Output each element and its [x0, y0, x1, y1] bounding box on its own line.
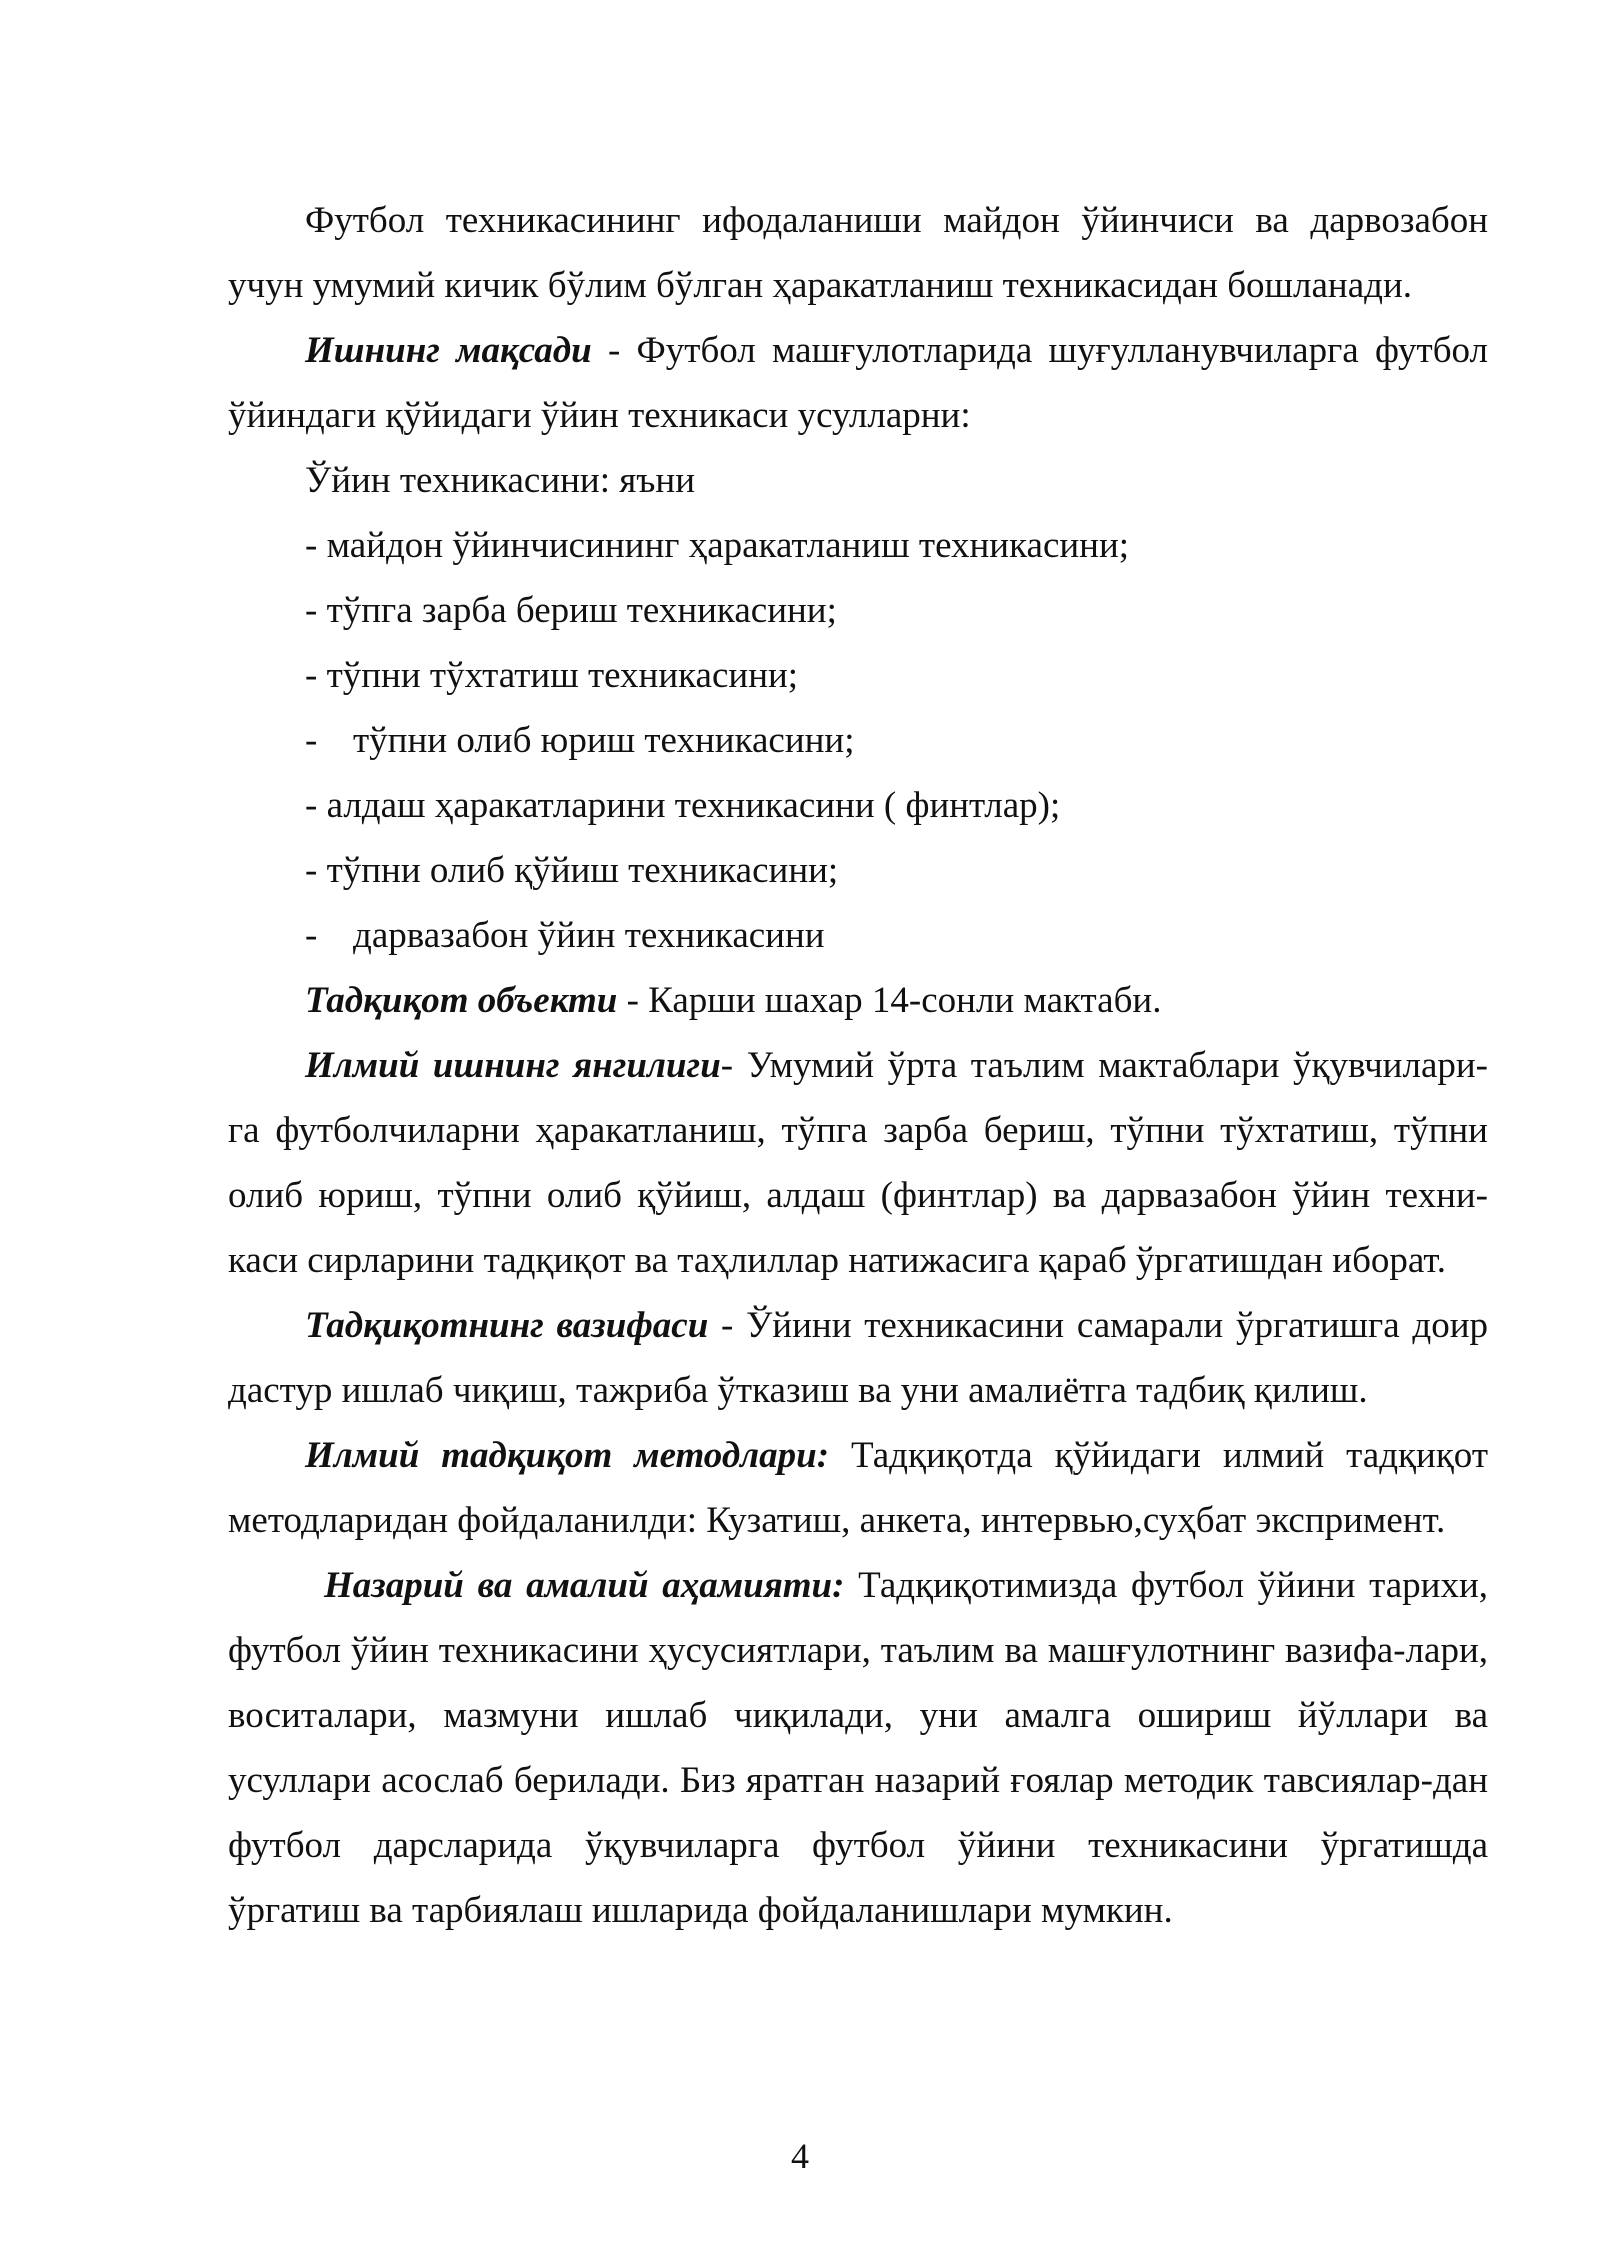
- task-term: Тадқиқотнинг вазифаси: [305, 1305, 709, 1346]
- novelty-term: Илмий ишнинг янгилиги: [305, 1045, 721, 1086]
- significance-term: Назарий ва амалий аҳамияти:: [324, 1565, 845, 1606]
- significance-text: Тадқиқотимизда футбол ўйини тарихи, футбол ўйин техникасини ҳусусиятлари, таълим ва машғулотнинг вазифа-лари, воситалари, мазмуни ишлаб чиқилади, уни амалга ошириш йўллари ва усуллари асослаб берилади. Биз яратган назарий ғоялар методик тавсиялар-дан футбол дарсларида ўқувчиларга футбол ўйини техникасини ўргатишда ўргатиш ва тарбиялаш ишларида фойдаланишлари мумкин.: [228, 1565, 1488, 1931]
- list-item: - майдон ўйинчисининг ҳаракатланиш техникасини;: [305, 525, 1130, 566]
- list-item: - тўпни олиб қўйиш техникасини;: [305, 850, 839, 891]
- list-dash: -: [305, 720, 318, 761]
- goal-paragraph: [228, 318, 1488, 448]
- list-item: - тўпга зарба бериш техникасини;: [305, 590, 837, 631]
- methods-text: Тадқиқотда қўйидаги илмий тадқиқот методларидан фойдаланилди: Кузатиш, анкета, интервью,суҳбат экспримент.: [228, 1435, 1488, 1541]
- list-item-text: тўпни олиб юриш техникасини;: [353, 720, 855, 761]
- page-number: 4: [791, 2136, 809, 2176]
- methods-paragraph: [228, 1423, 1488, 1553]
- intro-paragraph: Футбол техникасининг ифодаланиши майдон ўйинчиси ва дарвозабон учун умумий кичик бўлим бўлган ҳаракатланиш техникасидан бошланади.: [228, 200, 1488, 306]
- research-object-term: Тадқиқот объекти: [305, 980, 618, 1021]
- list-item: [305, 708, 1488, 773]
- task-paragraph: [228, 1293, 1488, 1423]
- list-item: - алдаш ҳаракатларини техникасини ( финтлар);: [305, 785, 1061, 826]
- list-item: [305, 903, 1488, 968]
- list-item-text: дарвазабон ўйин техникасини: [353, 915, 825, 956]
- novelty-paragraph: [228, 1033, 1488, 1293]
- novelty-text: - Умумий ўрта таълим мактаблари ўқувчилари-га футболчиларни ҳаракатланиш, тўпга зарба бериш, тўпни тўхтатиш, тўпни олиб юриш, тўпни олиб қўйиш, алдаш (финтлар) ва дарвазабон ўйин техни-каси сирларини тадқиқот ва таҳлиллар натижасига қараб ўргатишдан иборат.: [228, 1045, 1488, 1281]
- page-body: [228, 188, 1488, 1943]
- technique-list-intro: Ўйин техникасини: яъни: [305, 460, 695, 501]
- goal-text: - Футбол машғулотларида шуғулланувчиларга футбол ўйиндаги қўйидаги ўйин техникаси усулларни:: [228, 330, 1488, 436]
- list-dash: -: [305, 915, 318, 956]
- task-text: - Ўйини техникасини самарали ўргатишга доир дастур ишлаб чиқиш, тажриба ўтказиш ва уни амалиётга тадбиқ қилиш.: [228, 1305, 1488, 1411]
- research-object-text: - Карши шахар 14-сонли мактаби.: [617, 980, 1162, 1021]
- goal-term: Ишнинг мақсади: [305, 330, 592, 371]
- methods-term: Илмий тадқиқот методлари:: [305, 1435, 830, 1476]
- significance-paragraph: [228, 1553, 1488, 1943]
- list-item: - тўпни тўхтатиш техникасини;: [305, 655, 799, 696]
- research-object-paragraph: [228, 968, 1488, 1033]
